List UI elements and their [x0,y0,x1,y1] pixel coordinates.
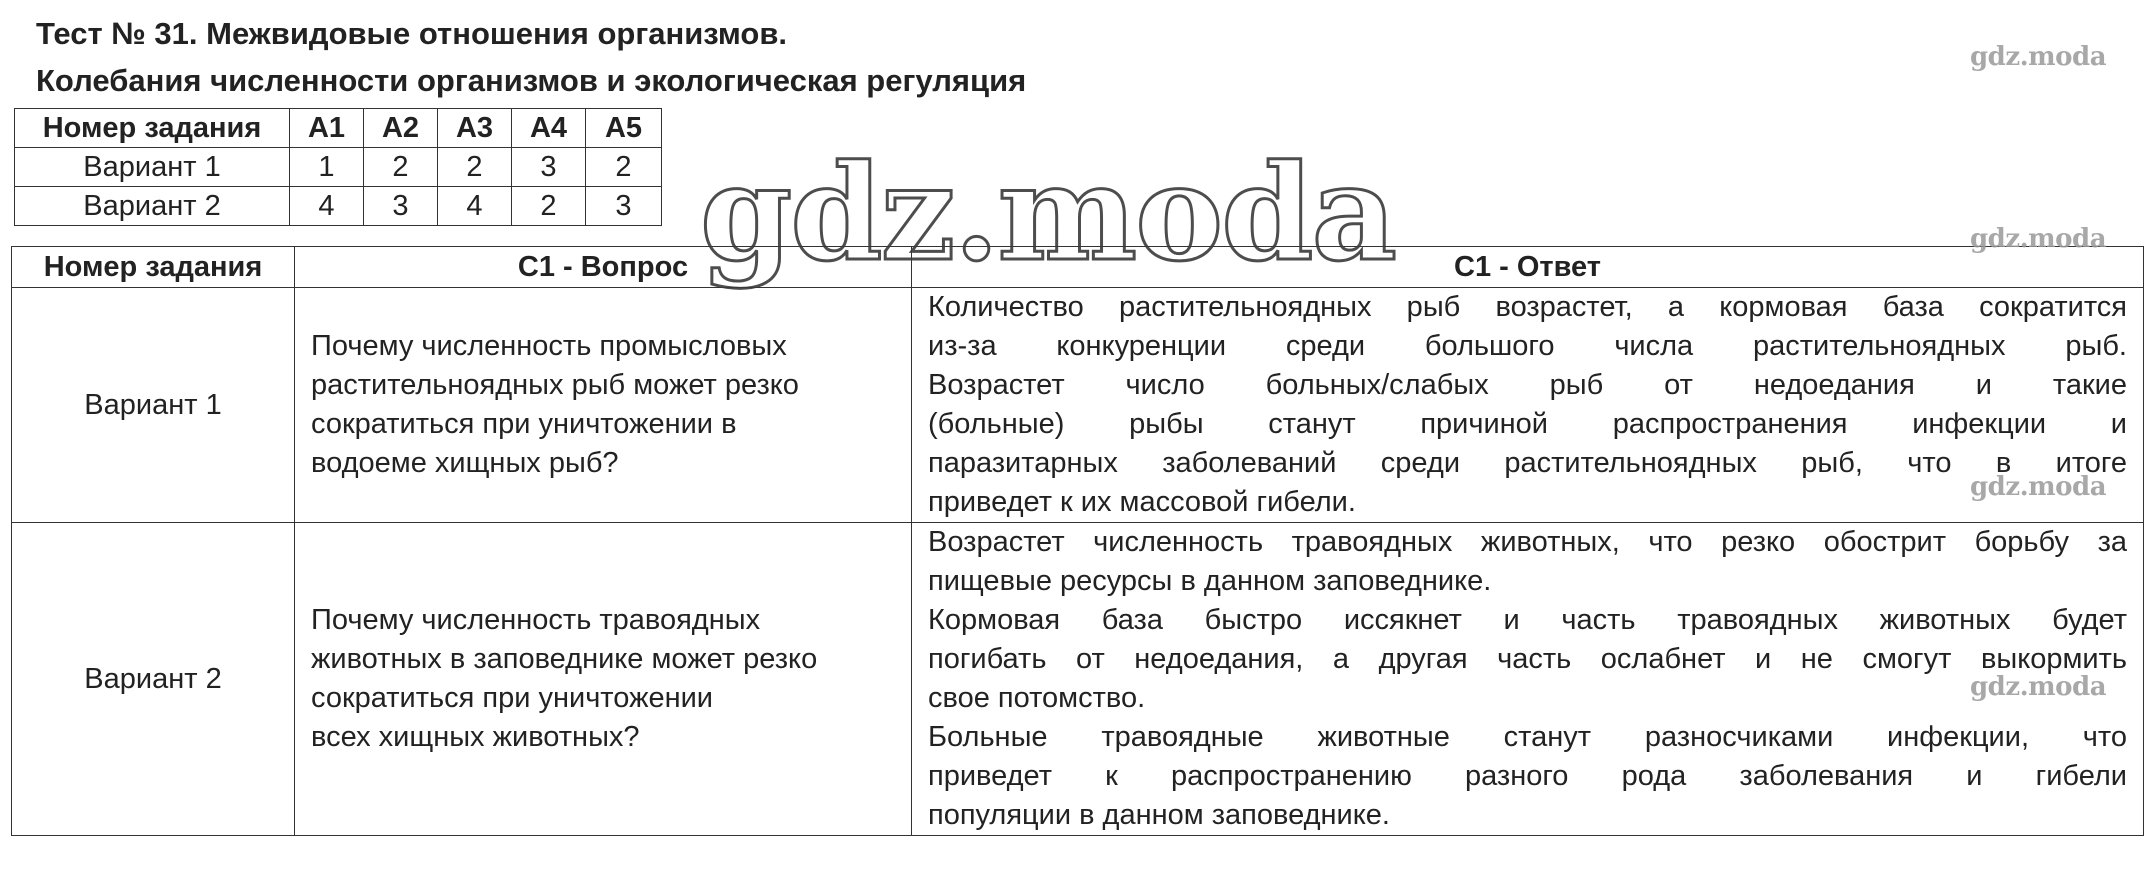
answer-line: популяции в данном заповеднике. [928,799,1390,831]
answer-line: (больные) рыбы станут причиной распространения инфекции и [928,408,2127,440]
table-a-header-a2: А2 [364,109,438,148]
answer-line: из-за конкуренции среди большого числа растительноядных рыб. [928,330,2127,362]
test-title: Тест № 31. Межвидовые отношения организмов. [36,16,788,51]
answer-cell: 2 [364,148,438,187]
answer-line: Количество растительноядных рыб возрастет, а кормовая база сократится [928,291,2127,323]
answer-cell [912,523,2144,836]
table-row [12,288,2144,523]
watermark-logo-large: gdz.moda [700,136,1396,291]
answers-table-a [14,108,662,226]
answer-line: Больные травоядные животные станут разносчиками инфекции, что [928,721,2127,753]
question-line: животных в заповеднике может резко [311,643,818,675]
table-row [15,148,662,187]
answer-cell: 3 [512,148,586,187]
table-a-header-row [15,109,662,148]
table-c-header-question: С1 - Вопрос [295,247,912,288]
watermark-small: gdz.moda [1970,224,2107,254]
answer-cell: 2 [586,148,662,187]
variant-label: Вариант 2 [15,187,290,226]
question-line: сократиться при уничтожении в [311,408,737,440]
table-a-header-task-number: Номер задания [15,109,290,148]
answer-line: Кормовая база быстро иссякнет и часть травоядных животных будет [928,604,2127,636]
answer-cell: 2 [438,148,512,187]
watermark-small: gdz.moda [1970,42,2107,72]
table-a-header-a3: А3 [438,109,512,148]
question-cell [295,523,912,836]
question-line: растительноядных рыб может резко [311,369,799,401]
table-c-header-task-number: Номер задания [12,247,295,288]
question-line: Почему численность травоядных [311,604,761,636]
question-line: Почему численность промысловых [311,330,787,362]
answer-line: приведет к их массовой гибели. [928,486,1356,518]
test-subtitle: Колебания численности организмов и экологическая регуляция [36,63,1027,98]
variant-label: Вариант 1 [15,148,290,187]
table-c-header-answer: С1 - Ответ [912,247,2144,288]
question-line: сократиться при уничтожении [311,682,714,714]
answer-line: приведет к распространению разного рода заболевания и гибели [928,760,2127,792]
answer-cell: 1 [290,148,364,187]
table-a-header-a5: А5 [586,109,662,148]
watermark-small: gdz.moda [1970,672,2107,702]
answer-cell: 4 [290,187,364,226]
answer-cell: 2 [512,187,586,226]
answer-cell [912,288,2144,523]
answer-line: паразитарных заболеваний среди растительноядных рыб, что в итоге [928,447,2127,479]
question-line: всех хищных животных? [311,721,640,753]
answer-line: погибать от недоедания, а другая часть ослабнет и не смогут выкормить [928,643,2127,675]
table-row [12,523,2144,836]
watermark-small: gdz.moda [1970,472,2107,502]
table-a-header-a1: А1 [290,109,364,148]
variant-label: Вариант 1 [12,288,295,523]
answer-cell: 3 [364,187,438,226]
answer-line: свое потомство. [928,682,1146,714]
question-line: водоеме хищных рыб? [311,447,619,479]
answer-line: Возрастет численность травоядных животных, что резко обострит борьбу за [928,526,2127,558]
answer-line: Возрастет число больных/слабых рыб от недоедания и такие [928,369,2127,401]
answer-line: пищевые ресурсы в данном заповеднике. [928,565,1492,597]
table-row [15,187,662,226]
variant-label: Вариант 2 [12,523,295,836]
question-cell [295,288,912,523]
answers-table-c [11,246,2144,836]
answer-cell: 4 [438,187,512,226]
answer-cell: 3 [586,187,662,226]
table-a-header-a4: А4 [512,109,586,148]
